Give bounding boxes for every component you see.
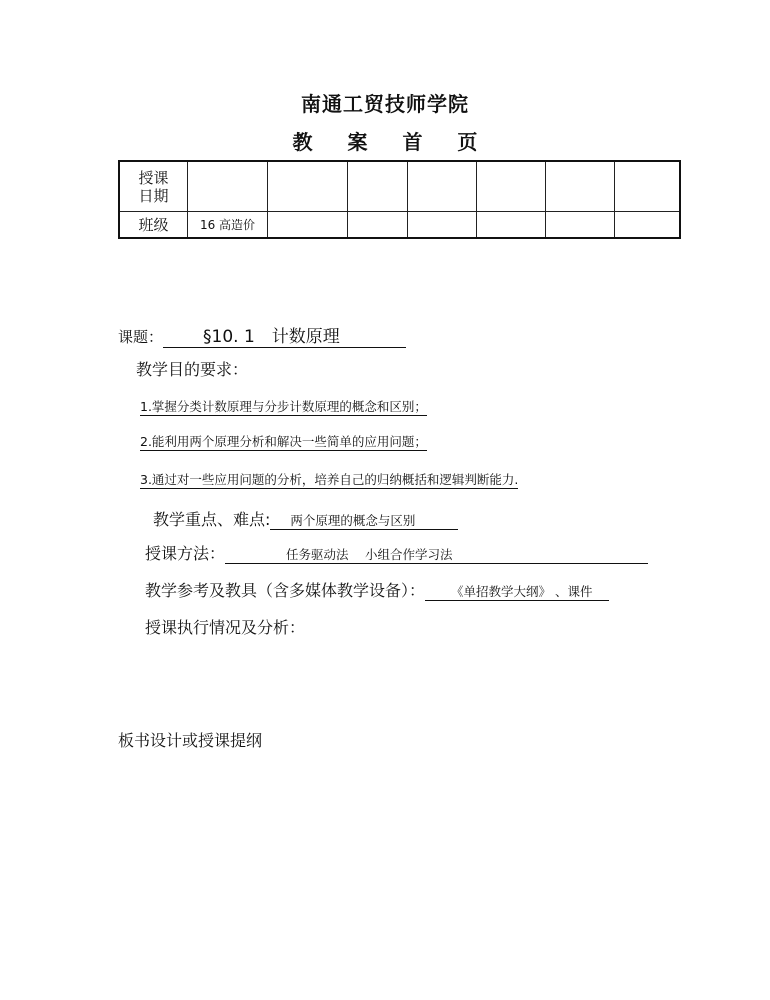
date-cell-6[interactable] — [546, 161, 615, 212]
method-value[interactable]: 任务驱动法 小组合作学习法 — [225, 545, 648, 564]
date-cell-1[interactable] — [188, 161, 268, 212]
date-cell-5[interactable] — [477, 161, 546, 212]
topic-row — [118, 322, 406, 348]
date-cell-7[interactable] — [615, 161, 681, 212]
board-design-label: 板书设计或授课提纲 — [118, 731, 263, 750]
class-cell-6[interactable] — [546, 212, 615, 238]
key-points-label: 教学重点、难点: — [153, 510, 271, 529]
execution-label: 授课执行情况及分析： — [145, 618, 306, 637]
class-value-cell[interactable]: 16 高造价 — [188, 212, 268, 238]
objective-item-1: 1.掌握分类计数原理与分步计数原理的概念和区别； — [140, 399, 427, 414]
school-name: 南通工贸技师学院 — [301, 92, 469, 116]
date-label-cell: 授课 日期 — [119, 161, 188, 212]
class-cell-5[interactable] — [477, 212, 546, 238]
references-label: 教学参考及教具（含多媒体教学设备）： — [145, 581, 426, 600]
table-row — [119, 212, 680, 238]
class-cell-4[interactable] — [408, 212, 477, 238]
class-cell-2[interactable] — [268, 212, 348, 238]
topic-label: 课题： — [118, 328, 164, 346]
key-points-value[interactable]: 两个原理的概念与区别 — [270, 511, 458, 530]
method-row — [145, 541, 648, 564]
date-cell-3[interactable] — [348, 161, 408, 212]
objective-item-2: 2.能利用两个原理分析和解决一些简单的应用问题； — [140, 434, 427, 449]
references-row — [145, 578, 609, 601]
references-value[interactable]: 《单招教学大纲》 、课件 — [425, 582, 609, 601]
document-title: 教 案 首 页 — [292, 130, 492, 154]
objective-item-3: 3.通过对一些应用问题的分析，培养自己的归纳概括和逻辑判断能力. — [140, 472, 519, 487]
table-row — [119, 161, 680, 212]
date-cell-2[interactable] — [268, 161, 348, 212]
class-cell-3[interactable] — [348, 212, 408, 238]
topic-value[interactable]: §10. 1 计数原理 — [163, 322, 406, 348]
date-cell-4[interactable] — [408, 161, 477, 212]
key-points-row — [153, 507, 458, 530]
class-label-cell: 班级 — [119, 212, 188, 238]
info-table — [118, 160, 681, 239]
class-cell-7[interactable] — [615, 212, 681, 238]
objectives-label: 教学目的要求： — [136, 360, 249, 379]
method-label: 授课方法： — [145, 544, 226, 563]
